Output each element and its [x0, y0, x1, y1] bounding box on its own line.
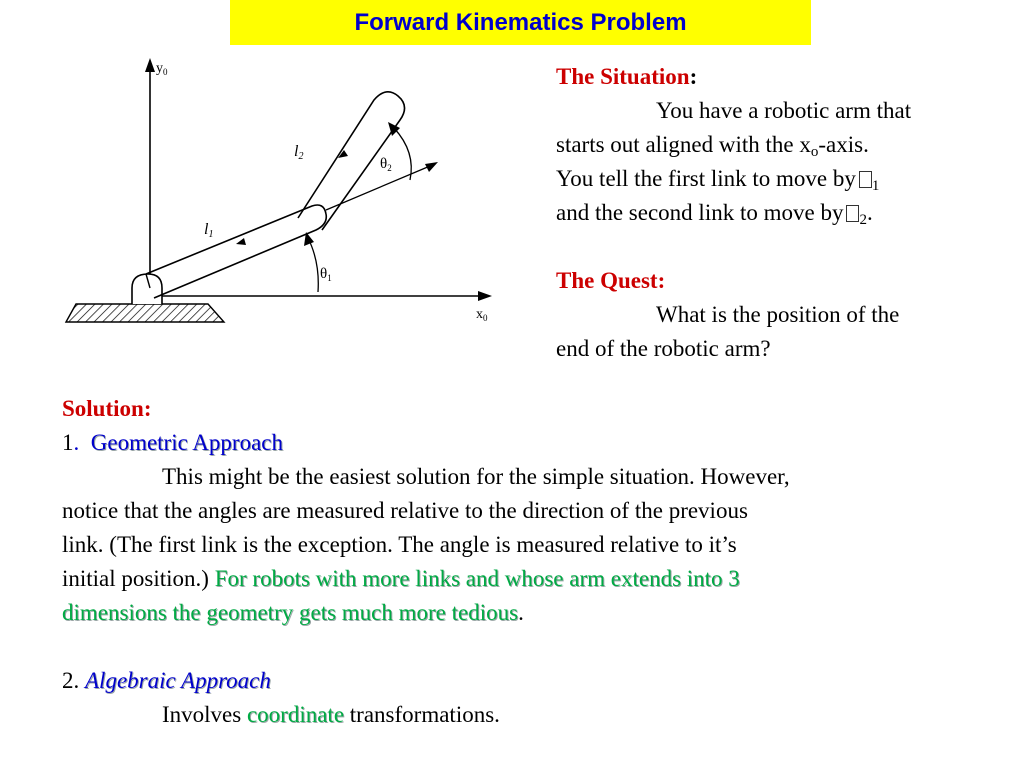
- missing-glyph-icon: [846, 205, 859, 222]
- situation-line-1: You have a robotic arm that: [656, 98, 912, 123]
- quest-heading: The Quest:: [556, 268, 666, 293]
- solution-heading: Solution:: [62, 396, 152, 421]
- robot-arm-diagram: [58, 52, 508, 367]
- y-axis-label: $y_0$: [156, 61, 168, 77]
- link2-label: l2: [294, 143, 304, 162]
- algebraic-approach-heading: Algebraic Approach: [85, 668, 271, 693]
- situation-heading: The Situation: [556, 64, 690, 89]
- y-axis-arrow: [145, 58, 155, 72]
- missing-glyph-icon: [859, 171, 872, 188]
- geometric-approach-heading: Geometric Approach: [90, 430, 283, 455]
- title-banner: [230, 0, 811, 45]
- theta1-arc: [308, 238, 318, 292]
- link1-extension: [326, 166, 430, 210]
- theta2-arc: [394, 128, 411, 180]
- link-2: [298, 92, 405, 230]
- ground-hatch: [66, 304, 224, 322]
- theta2-label: $\theta_2$: [380, 156, 392, 173]
- page-title: Forward Kinematics Problem: [354, 9, 687, 36]
- x-axis-arrow: [478, 291, 492, 301]
- link-1: [146, 205, 326, 298]
- solution-block: Solution: 1. Geometric Approach This might be the easiest solution for the simple situation. However, notice that the angles are measured relative to the direction of the previous link. (The first link is the exception. The angle is measured relative to it’s initial position.) For robots with more links and whose arm extends into 3 dimensions the geometry gets much more tedious. 2. Algebraic Approach Involves coordinate transformations.: [62, 396, 790, 727]
- theta1-label: $\theta_1$: [320, 266, 332, 283]
- situation-block: The Situation: You have a robotic arm that starts out aligned with the $x_o$-axis. You tell the first link to move by $_1$ and the second link to move by $_2$.: [556, 64, 912, 228]
- x-axis-label: $x_0$: [476, 307, 488, 323]
- quest-block: The Quest: What is the position of the end of the robotic arm?: [556, 268, 900, 361]
- link1-label: l1: [204, 221, 214, 240]
